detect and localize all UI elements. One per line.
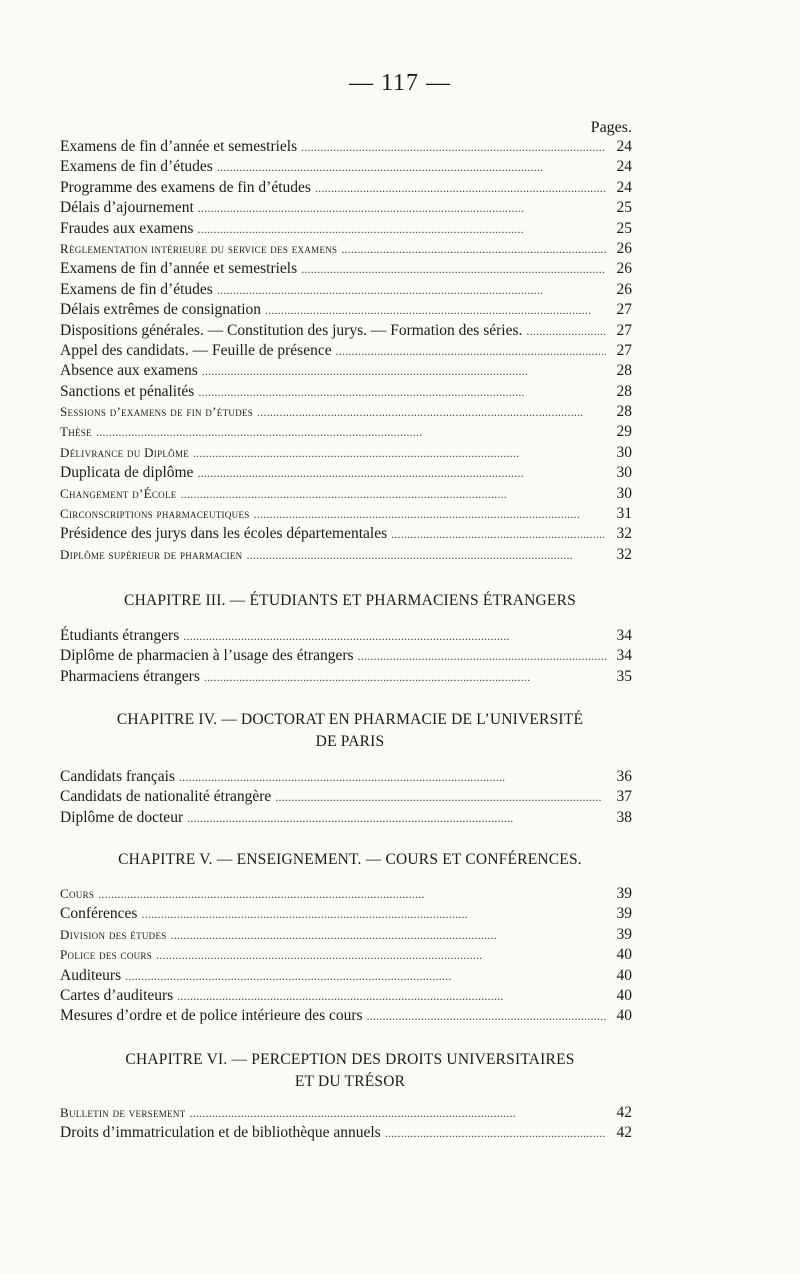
dot-leader [202, 361, 606, 381]
toc-entry-page: 25 [616, 219, 632, 237]
dot-leader [181, 484, 606, 504]
toc-entry-title: Programme des examens de fin d’études [60, 178, 311, 196]
toc-entry-title: Dispositions générales. — Constitution des jurys. — Formation des séries. [60, 321, 523, 339]
toc-entry [60, 1006, 632, 1026]
toc-entry [60, 157, 632, 177]
toc-entry [60, 219, 632, 239]
toc-entry-title: Duplicata de diplôme [60, 464, 194, 482]
toc-entry-page: 40 [616, 1007, 632, 1025]
toc-entry-title: Candidats français [60, 768, 175, 785]
toc-entry [60, 259, 632, 279]
dot-leader [141, 904, 606, 924]
toc-section-6 [60, 1103, 632, 1144]
toc-entry [60, 443, 632, 463]
toc-entry [60, 667, 632, 687]
toc-entry-title: Division des études [60, 926, 167, 942]
dot-leader [265, 300, 606, 320]
toc-entry-page: 26 [616, 239, 632, 257]
chapter-heading-line: CHAPITRE III. — ÉTUDIANTS ET PHARMACIENS ÉTRANGERS [124, 592, 576, 609]
toc-entry [60, 945, 632, 965]
dot-leader [96, 422, 606, 442]
toc-entry-title: Absence aux examens [60, 362, 198, 380]
toc-entry-title: Examens de fin d’études [60, 280, 213, 298]
toc-entry [60, 1123, 632, 1143]
toc-entry-title: Délivrance du Diplôme [60, 444, 190, 460]
dot-leader [217, 280, 606, 300]
dot-leader [193, 443, 606, 463]
toc-entry-page: 35 [616, 667, 632, 685]
pages-column-label: Pages. [590, 119, 632, 136]
toc-entry-title: Conférences [60, 905, 138, 923]
dot-leader [98, 884, 606, 904]
toc-entry-page: 24 [616, 138, 632, 155]
chapter-5-heading [60, 849, 640, 871]
chapter-6-heading [60, 1049, 640, 1093]
toc-entry-title: Cours [60, 886, 95, 901]
toc-entry-page: 32 [616, 525, 632, 543]
dot-leader [367, 1006, 606, 1026]
toc-entry-page: 30 [616, 484, 632, 502]
toc-entry [60, 884, 632, 904]
toc-entry-title: Examens de fin d’études [60, 158, 213, 176]
toc-entry-title: Candidats de nationalité étrangère [60, 788, 272, 806]
dot-leader [526, 321, 606, 341]
toc-entry-page: 26 [616, 260, 632, 278]
toc-entry-title: Sessions d’examens de fin d’études [60, 404, 254, 420]
toc-entry [60, 925, 632, 945]
toc-entry [60, 463, 632, 483]
toc-entry-title: Circonscriptions pharmaceutiques [60, 506, 250, 522]
dot-leader [179, 767, 606, 787]
toc-entry-title: Bulletin de versement [60, 1105, 186, 1120]
toc-entry-page: 40 [616, 946, 632, 964]
dot-leader [204, 667, 606, 687]
toc-entry-title: Cartes d’auditeurs [60, 986, 174, 1004]
dot-leader [275, 787, 606, 807]
dot-leader [197, 219, 606, 239]
toc-entry-title: Diplôme de docteur [60, 808, 184, 826]
toc-entry-title: Pharmaciens étrangers [60, 667, 200, 685]
dot-leader [257, 402, 606, 422]
toc-entry-page: 31 [616, 505, 632, 523]
toc-entry-title: Diplôme supérieur de pharmacien [60, 546, 243, 562]
toc-entry [60, 198, 632, 218]
toc-entry-page: 25 [616, 199, 632, 217]
dot-leader [315, 178, 606, 198]
dot-leader [187, 808, 606, 828]
toc-entry [60, 484, 632, 504]
toc-entry-title: Présidence des jurys dans les écoles départementales [60, 525, 388, 543]
toc-entry [60, 137, 632, 157]
toc-entry [60, 767, 632, 787]
toc-entry-title: Règlementation intérieure du service des examens [60, 240, 338, 256]
toc-section-3 [60, 626, 632, 687]
page-number: — 117 — [348, 70, 452, 96]
toc-entry-page: 27 [616, 321, 632, 339]
toc-entry [60, 1103, 632, 1123]
dot-leader [183, 626, 606, 646]
dot-leader [254, 504, 606, 524]
toc-entry [60, 300, 632, 320]
toc-entry-title: Fraudes aux examens [60, 219, 194, 237]
toc-entry-page: 38 [616, 808, 632, 826]
toc-entry [60, 422, 632, 442]
toc-entry [60, 986, 632, 1006]
toc-entry [60, 402, 632, 422]
toc-entry [60, 280, 632, 300]
toc-entry-page: 28 [616, 382, 632, 400]
toc-entry [60, 524, 632, 544]
chapter-heading-line: CHAPITRE V. — ENSEIGNEMENT. — COURS ET CONFÉRENCES. [118, 851, 582, 868]
toc-entry [60, 504, 632, 524]
toc-entry-page: 24 [616, 178, 632, 196]
toc-entry-page: 40 [616, 966, 632, 984]
chapter-heading-line: CHAPITRE VI. — PERCEPTION DES DROITS UNIVERSITAIRES [125, 1051, 575, 1068]
toc-entry [60, 646, 632, 666]
toc-entry-page: 32 [616, 545, 632, 563]
toc-entry-page: 28 [616, 403, 632, 421]
toc-entry-title: Mesures d’ordre et de police intérieure des cours [60, 1007, 363, 1025]
toc-entry-page: 37 [616, 788, 632, 806]
toc-entry-page: 42 [616, 1104, 632, 1121]
toc-entry [60, 178, 632, 198]
chapter-3-heading [60, 590, 640, 612]
toc-entry-title: Sanctions et pénalités [60, 382, 195, 400]
dot-leader [391, 524, 606, 544]
toc-entry [60, 626, 632, 646]
dot-leader [301, 259, 606, 279]
dot-leader [358, 646, 606, 666]
chapter-heading-line-2: ET DU TRÉSOR [294, 1073, 406, 1090]
toc-entry [60, 361, 632, 381]
dot-leader [385, 1123, 606, 1143]
toc-entry-title: Étudiants étrangers [60, 627, 180, 644]
toc-entry-title: Auditeurs [60, 966, 122, 984]
toc-entry-title: Changement d’École [60, 485, 177, 501]
toc-entry-page: 30 [616, 443, 632, 461]
toc-entry-page: 26 [616, 280, 632, 298]
toc-entry-page: 29 [616, 423, 632, 441]
toc-entry [60, 341, 632, 361]
dot-leader [171, 925, 606, 945]
toc-entry-page: 27 [616, 301, 632, 319]
dot-leader [189, 1103, 606, 1123]
dot-leader [341, 239, 606, 259]
toc-entry-title: Diplôme de pharmacien à l’usage des étrangers [60, 647, 354, 665]
toc-section-5 [60, 884, 632, 1027]
toc-entry-title: Police des cours [60, 947, 153, 963]
toc-entry-title: Appel des candidats. — Feuille de présence [60, 341, 332, 359]
toc-entry-page: 39 [616, 905, 632, 923]
toc-entry-page: 40 [616, 986, 632, 1004]
toc-entry-title: Délais d’ajournement [60, 199, 194, 217]
toc-entry [60, 787, 632, 807]
dot-leader [246, 545, 606, 565]
toc-section-1 [60, 137, 632, 565]
toc-entry-page: 27 [616, 341, 632, 359]
dot-leader [177, 986, 606, 1006]
dot-leader [198, 382, 606, 402]
toc-entry-page: 34 [616, 627, 632, 644]
toc-entry [60, 239, 632, 259]
dot-leader [217, 157, 606, 177]
dot-leader [125, 966, 606, 986]
toc-entry-page: 34 [616, 647, 632, 665]
toc-entry [60, 382, 632, 402]
toc-entry [60, 966, 632, 986]
toc-entry-page: 28 [616, 362, 632, 380]
dot-leader [198, 198, 606, 218]
toc-entry-page: 30 [616, 464, 632, 482]
toc-entry-page: 42 [616, 1124, 632, 1142]
toc-entry [60, 904, 632, 924]
dot-leader [156, 945, 606, 965]
chapter-heading-line-2: DE PARIS [315, 733, 385, 750]
toc-entry [60, 321, 632, 341]
chapter-4-heading [60, 709, 640, 753]
toc-entry-title: Examens de fin d’année et semestriels [60, 260, 298, 278]
toc-section-4 [60, 767, 632, 828]
dot-leader [336, 341, 606, 361]
toc-entry-page: 24 [616, 158, 632, 176]
toc-entry-page: 39 [616, 885, 632, 902]
toc-entry-page: 39 [616, 925, 632, 943]
toc-entry [60, 808, 632, 828]
dot-leader [301, 137, 606, 157]
toc-entry-title: Droits d’immatriculation et de bibliothèque annuels [60, 1124, 381, 1142]
toc-entry-title: Délais extrêmes de consignation [60, 301, 262, 319]
toc-entry-title: Thèse [60, 424, 92, 440]
toc-entry [60, 545, 632, 565]
dot-leader [197, 463, 606, 483]
chapter-heading-line: CHAPITRE IV. — DOCTORAT EN PHARMACIE DE L’UNIVERSITÉ [116, 711, 584, 728]
toc-entry-page: 36 [616, 768, 632, 785]
toc-entry-title: Examens de fin d’année et semestriels [60, 138, 298, 155]
